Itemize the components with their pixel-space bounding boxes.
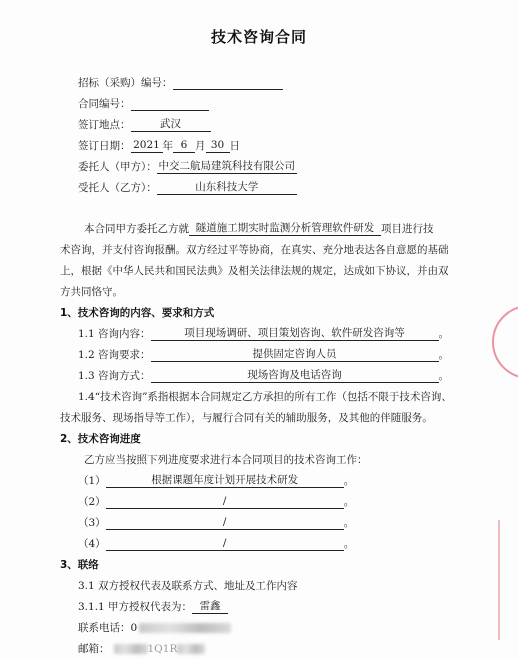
schedule-row-1-value: 根据课题年度计划开展技术研发 [106, 474, 344, 488]
bid-number-row [78, 76, 283, 90]
contract-number-row [78, 97, 209, 111]
email-redaction-2 [177, 644, 205, 654]
item-3-1-1 [78, 600, 228, 614]
phone-row [78, 621, 231, 635]
item-1-3-end: 。 [438, 370, 450, 382]
item-1-3 [78, 369, 449, 383]
item-3-1-1-label: 3.1.1 甲方授权代表为： [78, 601, 193, 613]
section-2-heading: 2、技术咨询进度 [60, 433, 141, 445]
schedule-row-4-no: （4） [78, 538, 106, 550]
item-1-2-label: 1.2 咨询要求： [78, 349, 151, 361]
schedule-row-4 [78, 537, 354, 551]
signing-date-month-unit: 月 [195, 140, 206, 152]
client-representative: 雷鑫 [192, 600, 228, 614]
item-1-4-line-1: 1.4“技术咨询”系指根据本合同规定乙方承担的所有工作（包括不限于技术咨询、 [78, 391, 452, 403]
schedule-row-1-no: （1） [78, 475, 106, 487]
item-1-2-end: 。 [438, 349, 450, 361]
item-1-3-label: 1.3 咨询方式： [78, 370, 151, 382]
item-1-1-label: 1.1 咨询内容： [78, 328, 151, 340]
section-2-intro: 乙方应当按照下列进度要求进行本合同项目的技术咨询工作： [84, 454, 368, 466]
schedule-row-4-value: / [106, 537, 344, 551]
section-3-heading: 3、联络 [60, 559, 99, 571]
signing-place-row [78, 118, 211, 132]
item-1-3-value: 现场咨询及电话咨询 [151, 369, 439, 383]
signing-place-value: 武汉 [131, 118, 211, 132]
schedule-row-3-end: 。 [343, 517, 355, 529]
consultant-row [78, 181, 297, 195]
email-visible: 1Q1R [147, 643, 178, 655]
intro-line-1 [84, 222, 434, 236]
intro-suffix: 项目进行技 [381, 223, 434, 235]
item-1-1 [78, 327, 449, 341]
schedule-row-1-end: 。 [343, 475, 355, 487]
signing-date-label: 签订日期： [78, 140, 131, 152]
item-1-1-value: 项目现场调研、项目策划咨询、软件研发咨询等 [151, 327, 439, 341]
signing-place-label: 签订地点： [78, 119, 131, 131]
schedule-row-4-end: 。 [343, 538, 355, 550]
project-name: 隧道施工期实时监测分析管理软件研发 [189, 222, 381, 236]
schedule-row-2 [78, 495, 354, 509]
schedule-row-2-no: （2） [78, 496, 106, 508]
signing-date-day-unit: 日 [229, 140, 240, 152]
phone-visible: 0 [130, 622, 138, 634]
email-row [78, 642, 205, 656]
signing-date-year-unit: 年 [162, 140, 173, 152]
schedule-row-3-no: （3） [78, 517, 106, 529]
document-title: 技术咨询合同 [210, 28, 307, 46]
intro-line-2: 术咨询，并支付咨询报酬。双方经过平等协商，在真实、充分地表达各自意愿的基础 [60, 244, 449, 256]
item-3-1: 3.1 双方授权代表及联系方式、地址及工作内容 [78, 580, 298, 592]
bid-number-label: 招标（采购）编号： [78, 77, 173, 89]
intro-line-3: 上，根据《中华人民共和国民法典》及相关法律法规的规定，达成如下协议，并由双 [60, 265, 449, 277]
item-1-4-line-2: 技术服务、现场指导等工作），与履行合同有关的辅助服务，及其他的伴随服务。 [60, 412, 433, 424]
item-1-2-value: 提供固定咨询人员 [151, 348, 439, 362]
email-redaction [114, 644, 148, 654]
schedule-row-3 [78, 516, 354, 530]
consultant-value: 山东科技大学 [157, 181, 297, 195]
schedule-row-1 [78, 474, 354, 488]
item-1-2 [78, 348, 449, 362]
client-row [78, 160, 297, 174]
signing-date-year: 2021 [131, 139, 163, 153]
bid-number-value [173, 76, 283, 90]
signing-date-month: 6 [173, 139, 195, 153]
contract-number-value [131, 97, 209, 111]
section-1-heading: 1、技术咨询的内容、要求和方式 [60, 307, 215, 319]
signing-date-row [78, 139, 240, 153]
client-label: 委托人（甲方）： [78, 161, 157, 173]
red-seal-fragment [498, 520, 518, 640]
contract-number-label: 合同编号： [78, 98, 131, 110]
phone-label: 联系电话： [78, 622, 131, 634]
intro-line-4: 方共同恪守。 [60, 286, 123, 298]
item-1-1-end: 。 [438, 328, 450, 340]
consultant-label: 受托人（乙方）： [78, 182, 157, 194]
schedule-row-2-end: 。 [343, 496, 355, 508]
email-label: 邮箱： [78, 643, 110, 655]
intro-prefix: 本合同甲方委托乙方就 [84, 223, 189, 235]
red-seal [492, 305, 518, 379]
schedule-row-3-value: / [106, 516, 344, 530]
client-value: 中交二航局建筑科技有限公司 [158, 160, 295, 172]
schedule-row-2-value: / [106, 495, 344, 509]
signing-date-day: 30 [206, 139, 230, 153]
phone-redaction [139, 623, 231, 633]
